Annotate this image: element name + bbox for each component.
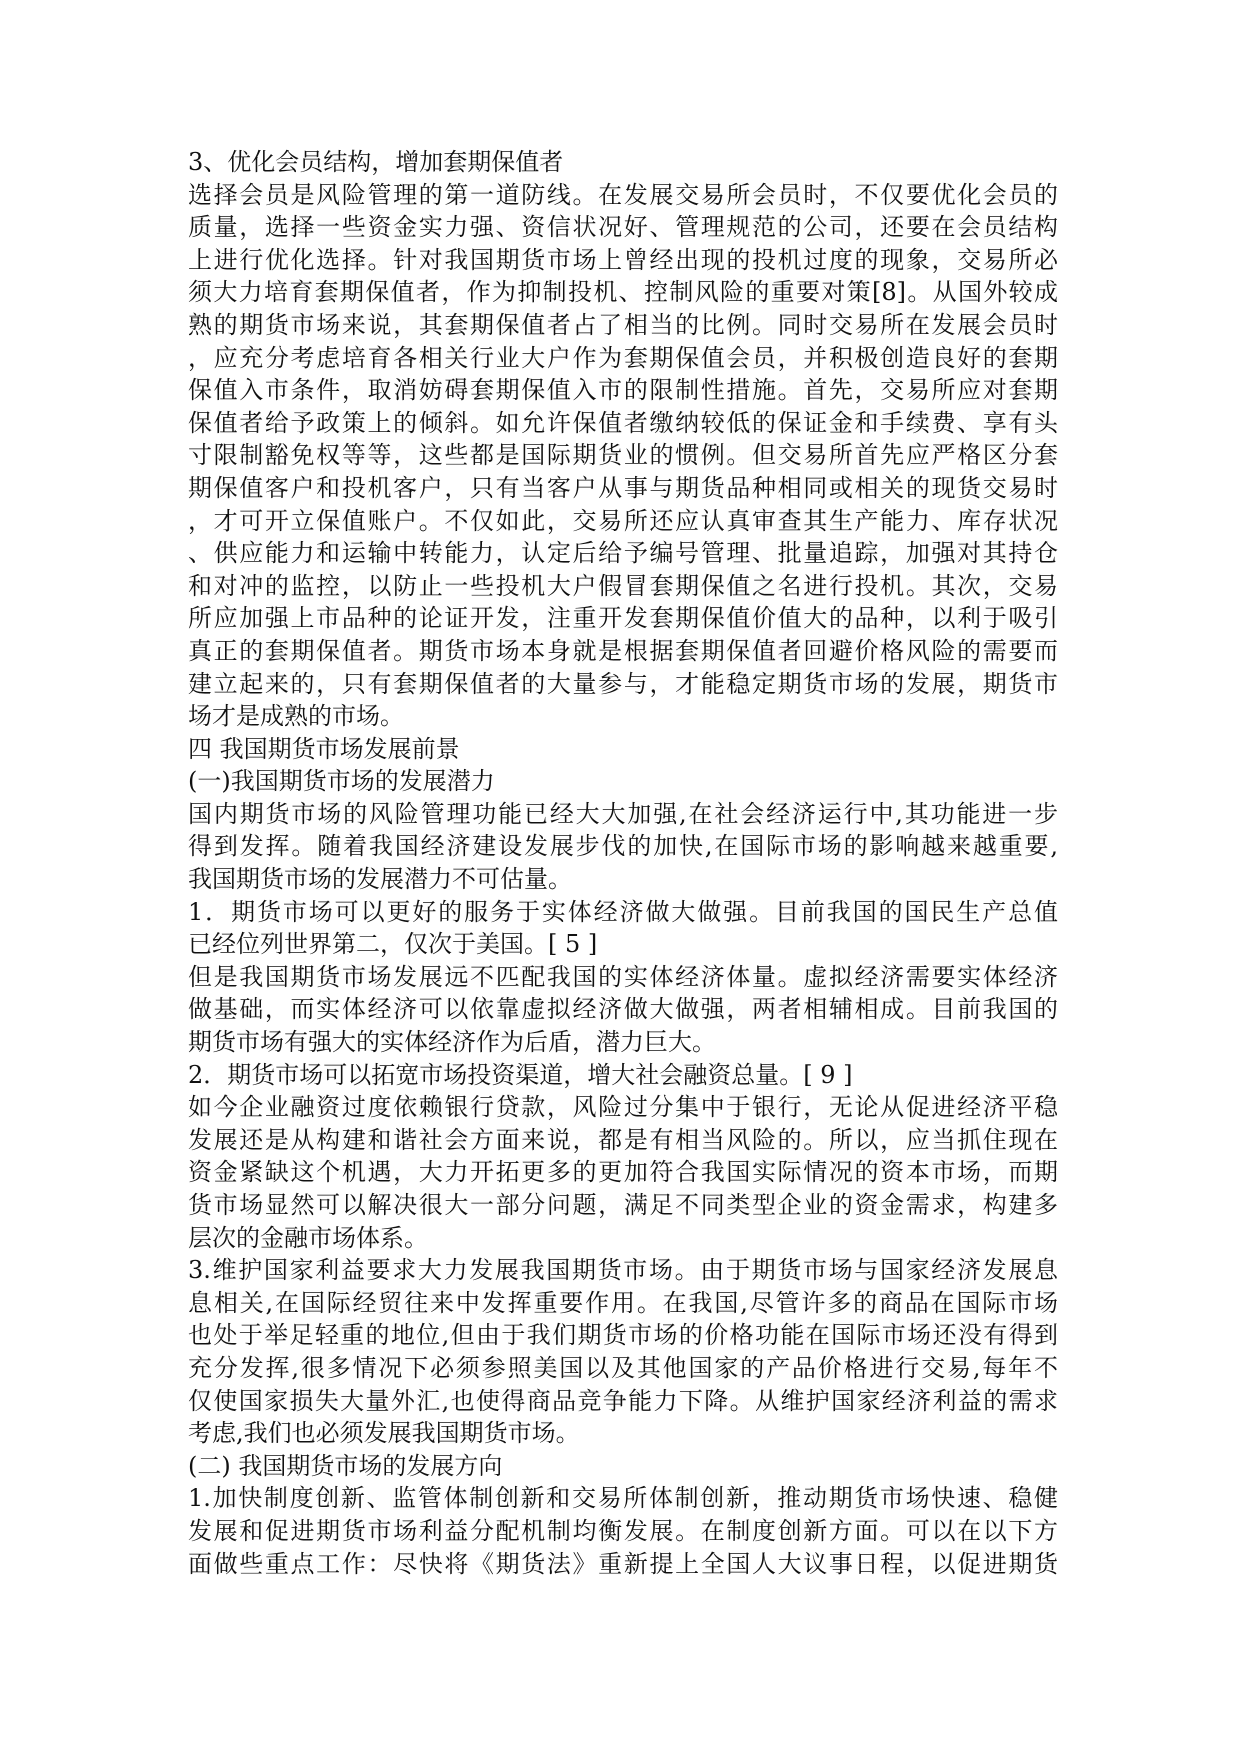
text-line: 货市场显然可以解决很大一部分问题，满足不同类型企业的资金需求，构建多: [188, 1191, 1058, 1219]
text-line: 但是我国期货市场发展远不匹配我国的实体经济体量。虚拟经济需要实体经济: [188, 962, 1058, 991]
text-line: 已经位列世界第二，仅次于美国。[ 5 ]: [188, 930, 598, 959]
text-line: 2．期货市场可以拓宽市场投资渠道，增大社会融资总量。[ 9 ]: [188, 1060, 853, 1089]
text-line: ，才可开立保值账户。不仅如此，交易所还应认真审查其生产能力、库存状况: [188, 506, 1058, 535]
text-line: 发展还是从构建和谐社会方面来说，都是有相当风险的。所以，应当抓住现在: [188, 1125, 1058, 1154]
text-line: 四 我国期货市场发展前景: [188, 734, 460, 763]
text-line: 充分发挥,很多情况下必须参照美国以及其他国家的产品价格进行交易,每年不: [188, 1353, 1058, 1382]
text-line: 息相关,在国际经贸往来中发挥重要作用。在我国,尽管许多的商品在国际市场: [188, 1288, 1058, 1317]
text-line: 面做些重点工作：尽快将《期货法》重新提上全国人大议事日程，以促进期货: [188, 1549, 1058, 1578]
document-body: [188, 146, 1058, 1580]
text-line: 期保值客户和投机客户，只有当客户从事与期货品种相同或相关的现货交易时: [188, 473, 1058, 502]
text-line: 场才是成熟的市场。: [188, 702, 404, 731]
text-line: 期货市场有强大的实体经济作为后盾，潜力巨大。: [188, 1028, 716, 1057]
text-line: ，应充分考虑培育各相关行业大户作为套期保值会员，并积极创造良好的套期: [188, 343, 1058, 372]
text-line: 建立起来的，只有套期保值者的大量参与，才能稳定期货市场的发展，期货市: [188, 669, 1058, 698]
text-line: (二) 我国期货市场的发展方向: [188, 1451, 503, 1480]
text-line: 3.维护国家利益要求大力发展我国期货市场。由于期货市场与国家经济发展息: [188, 1256, 1058, 1285]
text-line: 寸限制豁免权等等，这些都是国际期货业的惯例。但交易所首先应严格区分套: [188, 441, 1058, 470]
text-line: 也处于举足轻重的地位,但由于我们期货市场的价格功能在国际市场还没有得到: [188, 1321, 1058, 1350]
text-line: 仅使国家损失大量外汇,也使得商品竞争能力下降。从维护国家经济利益的需求: [188, 1386, 1058, 1415]
text-line: 真正的套期保值者。期货市场本身就是根据套期保值者回避价格风险的需要而: [188, 636, 1058, 665]
text-line: 做基础，而实体经济可以依靠虚拟经济做大做强，两者相辅相成。目前我国的: [188, 995, 1058, 1024]
text-line: 熟的期货市场来说，其套期保值者占了相当的比例。同时交易所在发展会员时: [188, 310, 1058, 339]
text-line: 所应加强上市品种的论证开发，注重开发套期保值价值大的品种，以利于吸引: [188, 604, 1058, 633]
text-line: 和对冲的监控，以防止一些投机大户假冒套期保值之名进行投机。其次，交易: [188, 571, 1058, 600]
text-line: (一)我国期货市场的发展潜力: [188, 767, 495, 796]
text-line: 保值入市条件，取消妨碍套期保值入市的限制性措施。首先，交易所应对套期: [188, 376, 1058, 405]
text-line: 选择会员是风险管理的第一道防线。在发展交易所会员时，不仅要优化会员的: [188, 180, 1058, 209]
text-line: 1．期货市场可以更好的服务于实体经济做大做强。目前我国的国民生产总值: [188, 897, 1058, 926]
text-line: 如今企业融资过度依赖银行贷款，风险过分集中于银行，无论从促进经济平稳: [188, 1093, 1058, 1122]
text-line: 发展和促进期货市场利益分配机制均衡发展。在制度创新方面。可以在以下方: [188, 1516, 1058, 1545]
text-line: 质量，选择一些资金实力强、资信状况好、管理规范的公司，还要在会员结构: [188, 213, 1058, 242]
text-line: 须大力培育套期保值者，作为抑制投机、控制风险的重要对策[8]。从国外较成: [188, 278, 1058, 307]
text-line: 上进行优化选择。针对我国期货市场上曾经出现的投机过度的现象，交易所必: [188, 245, 1058, 274]
text-line: 、供应能力和运输中转能力，认定后给予编号管理、批量追踪，加强对其持仓: [188, 539, 1058, 568]
text-line: 得到发挥。随着我国经济建设发展步伐的加快,在国际市场的影响越来越重要,: [188, 832, 1058, 861]
text-line: 我国期货市场的发展潜力不可估量。: [188, 865, 572, 894]
text-line: 3、优化会员结构，增加套期保值者: [188, 148, 564, 176]
text-line: 资金紧缺这个机遇，大力开拓更多的更加符合我国实际情况的资本市场，而期: [188, 1158, 1058, 1187]
text-line: 考虑,我们也必须发展我国期货市场。: [188, 1419, 580, 1448]
text-line: 保值者给予政策上的倾斜。如允许保值者缴纳较低的保证金和手续费、享有头: [188, 408, 1058, 437]
text-line: 国内期货市场的风险管理功能已经大大加强,在社会经济运行中,其功能进一步: [188, 799, 1058, 828]
text-line: 层次的金融市场体系。: [188, 1223, 428, 1252]
text-line: 1.加快制度创新、监管体制创新和交易所体制创新，推动期货市场快速、稳健: [188, 1484, 1058, 1513]
